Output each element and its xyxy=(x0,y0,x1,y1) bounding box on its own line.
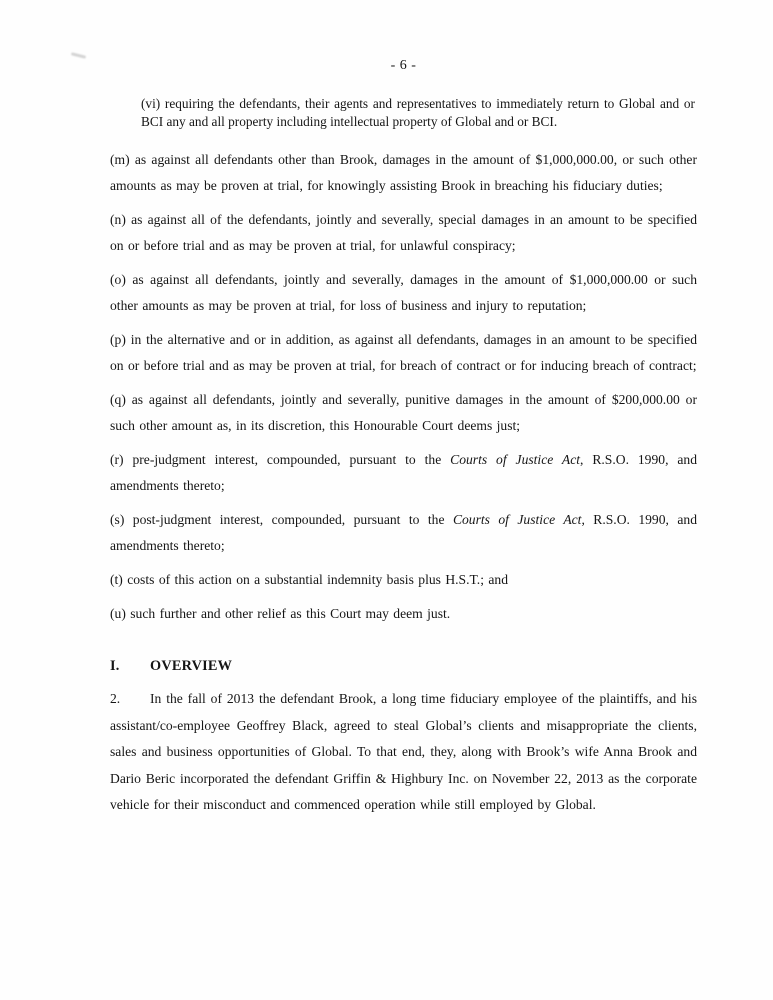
overview-paragraph-2 xyxy=(110,686,697,819)
clause-r xyxy=(110,447,697,499)
clause-r-suffix: , R.S.O. 1990, and amendments thereto; xyxy=(110,452,697,494)
paragraph-text: In the fall of 2013 the defendant Brook, a long time fiduciary employee of the plaintiffs, and his assistant/co-employee Geoffrey Black, agreed to steal Global’s clients and misappropriate the clients, sales and business opportunities of Global. To that end, they, along with Brook’s wife Anna Brook and Dario Beric incorporated the defendant Griffin & Highbury Inc. on November 22, 2013 as the corporate vehicle for their misconduct and commenced operation while still employed by Global. xyxy=(110,691,697,813)
statute-name-courts-of-justice-act: Courts of Justice Act xyxy=(450,452,581,468)
clause-s-suffix: , R.S.O. 1990, and amendments thereto; xyxy=(110,512,697,554)
paragraph-number: 2. xyxy=(110,691,121,707)
section-title: OVERVIEW xyxy=(150,658,233,675)
clause-m: (m) as against all defendants other than Brook, damages in the amount of $1,000,000.00, or such other amounts as may be proven at trial, for knowingly assisting Brook in breaching his fiduciary duties; xyxy=(110,152,697,194)
section-number: I. xyxy=(110,658,120,675)
clause-s-prefix: (s) post-judgment interest, compounded, pursuant to the xyxy=(110,512,453,528)
clause-o: (o) as against all defendants, jointly and severally, damages in the amount of $1,000,000.00 or such other amounts as may be proven at trial, for loss of business and injury to reputation; xyxy=(110,272,697,314)
scan-artifact-smudge xyxy=(71,52,86,59)
subclause-vi: (vi) requiring the defendants, their agents and representatives to immediately return to Global and or BCI any and all property including intellectual property of Global and or BCI. xyxy=(141,96,695,129)
clause-p: (p) in the alternative and or in addition, as against all defendants, damages in an amount to be specified on or before trial and as may be proven at trial, for breach of contract or for inducing breach of contract; xyxy=(110,332,697,374)
clause-r-prefix: (r) pre-judgment interest, compounded, pursuant to the xyxy=(110,452,451,468)
page-number: - 6 - xyxy=(390,58,417,73)
clause-n: (n) as against all of the defendants, jointly and severally, special damages in an amount to be specified on or before trial and as may be proven at trial, for unlawful conspiracy; xyxy=(110,212,697,254)
clause-s xyxy=(110,507,697,559)
clause-q: (q) as against all defendants, jointly and severally, punitive damages in the amount of $200,000.00 or such other amount as, in its discretion, this Honourable Court deems just; xyxy=(110,392,697,434)
clause-t: (t) costs of this action on a substantial indemnity basis plus H.S.T.; and xyxy=(110,572,508,588)
clause-u: (u) such further and other relief as this Court may deem just. xyxy=(110,606,451,622)
section-heading-overview xyxy=(110,657,697,675)
statute-name-courts-of-justice-act: Courts of Justice Act xyxy=(452,512,582,528)
